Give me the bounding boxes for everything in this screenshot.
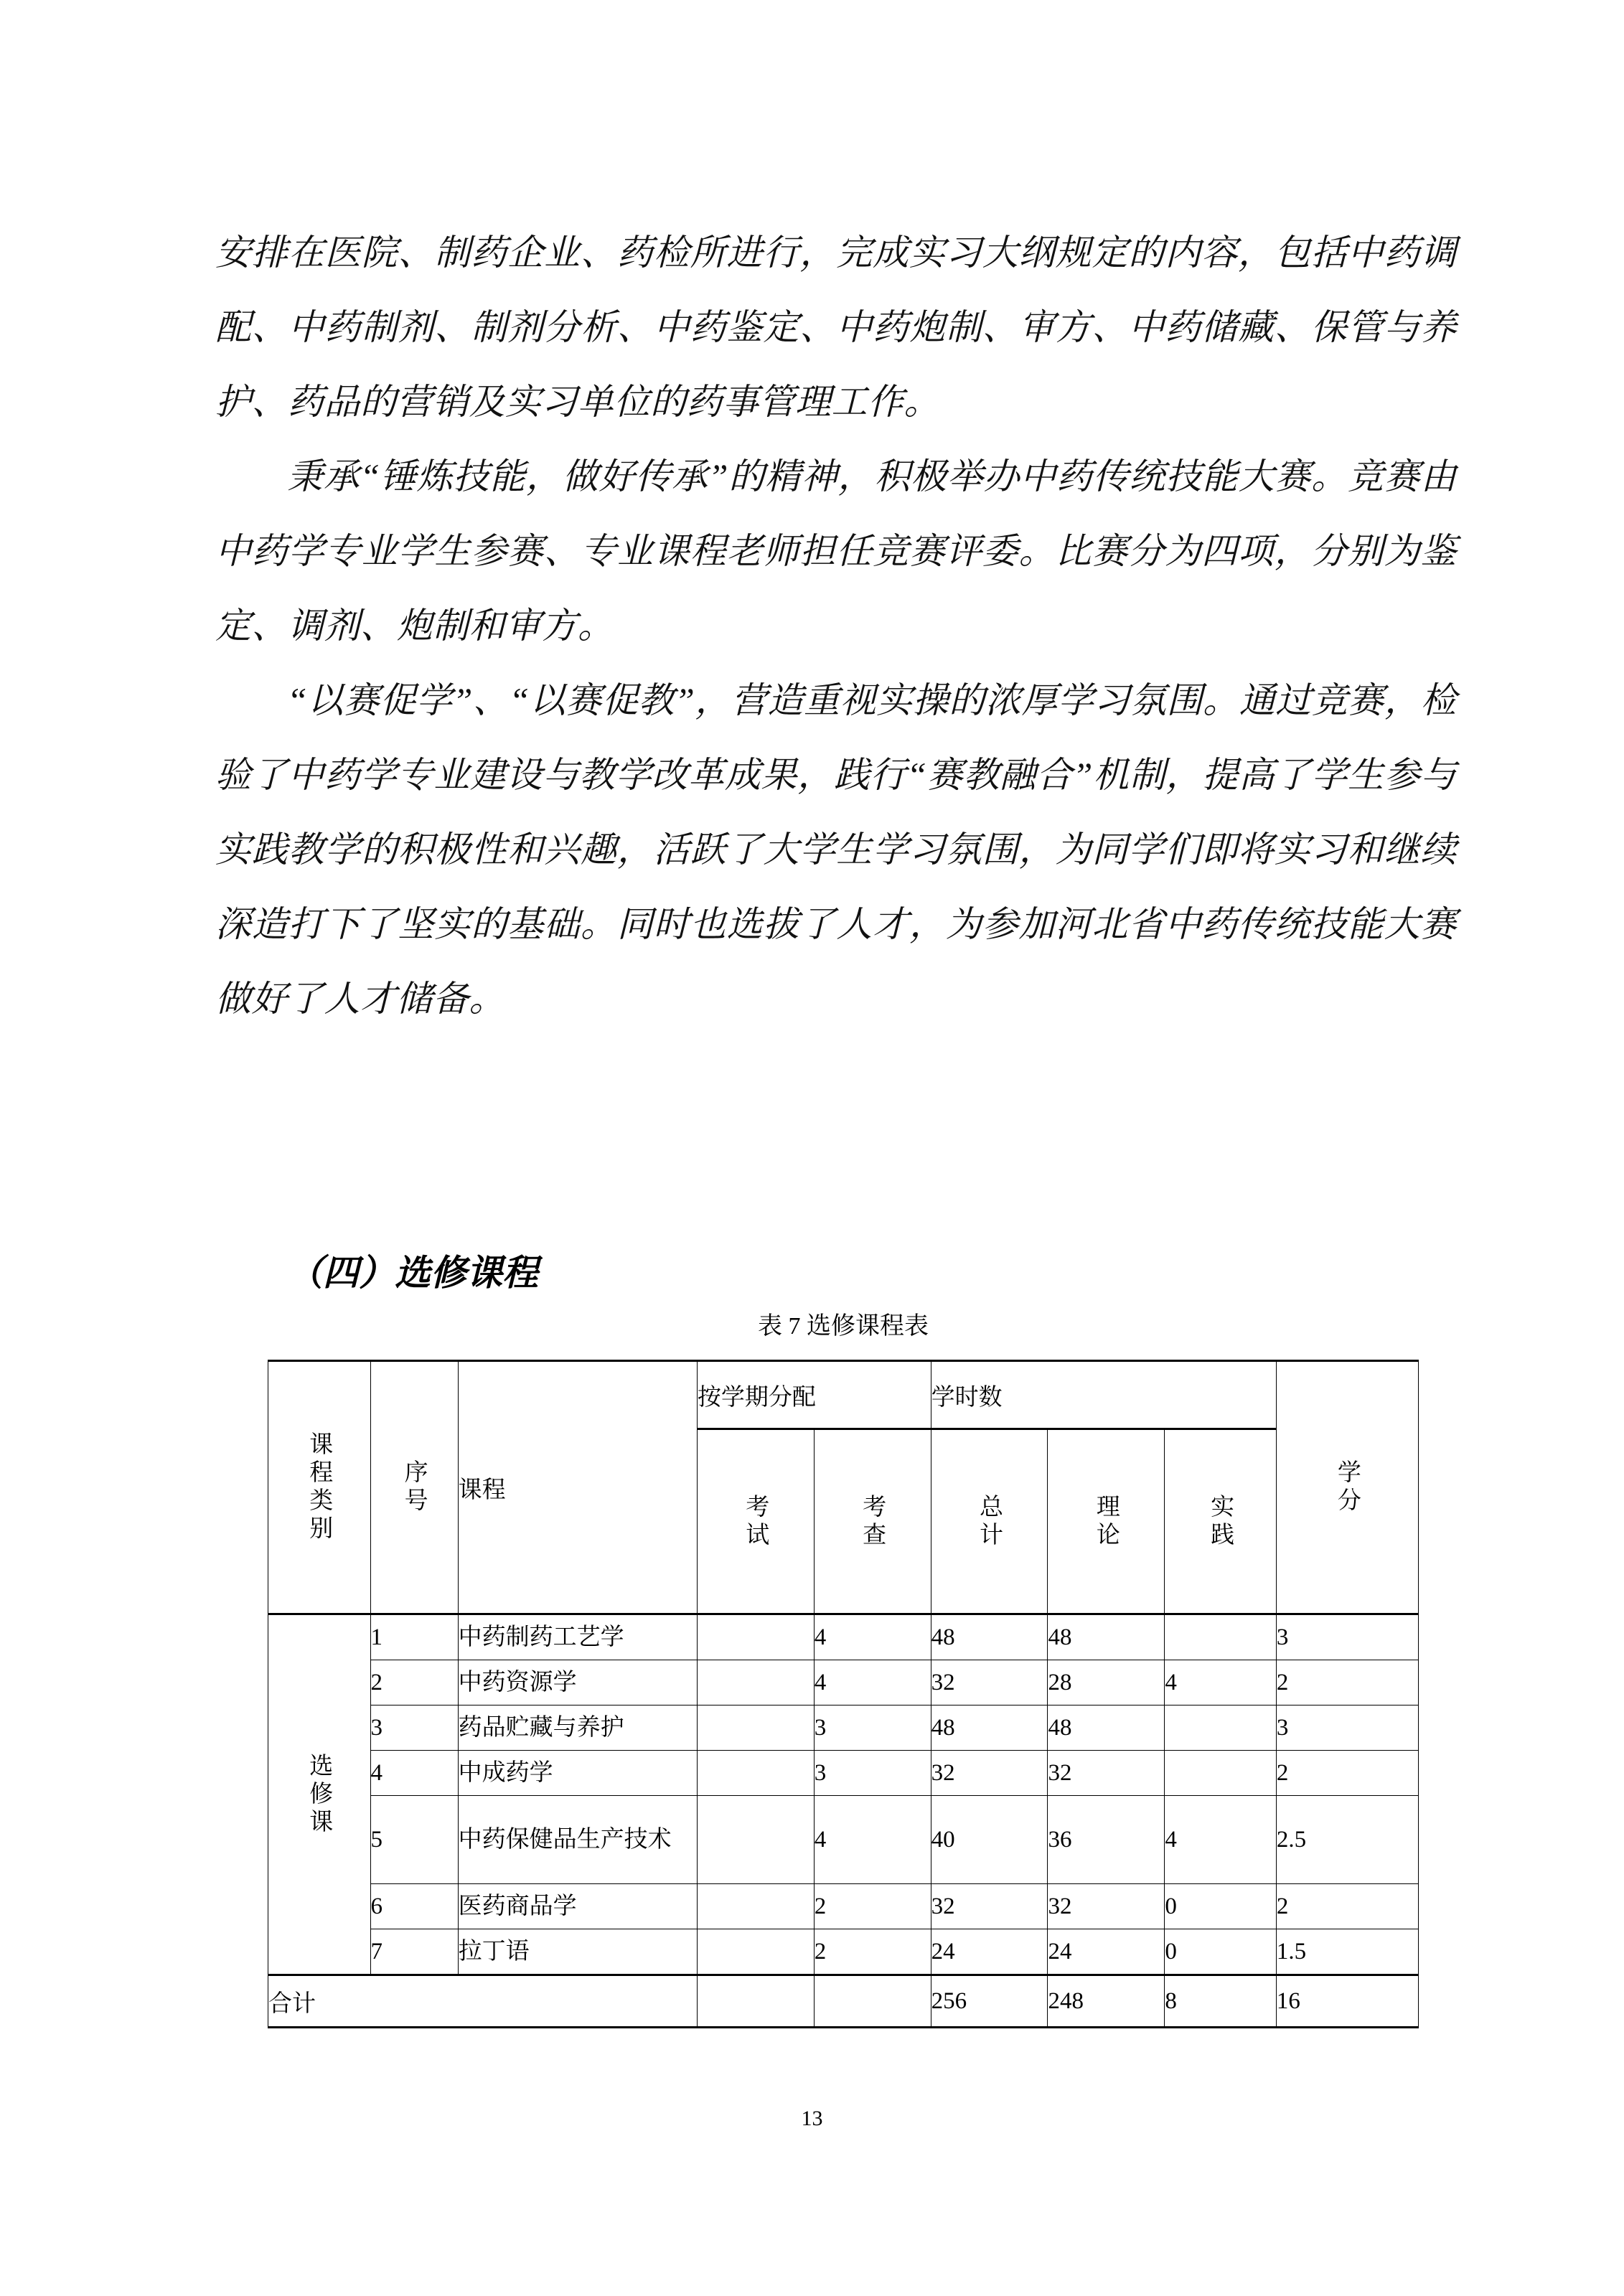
table-row	[268, 1796, 1419, 1884]
table-row	[268, 1705, 1419, 1751]
cell-index: 6	[370, 1884, 458, 1929]
cell-exam	[697, 1929, 814, 1975]
cell-exam	[697, 1614, 814, 1660]
cell-total-credits: 16	[1276, 1975, 1418, 2028]
cell-course: 中药保健品生产技术	[458, 1796, 697, 1884]
cell-index: 3	[370, 1705, 458, 1751]
cell-category-elective	[268, 1614, 371, 1975]
cell-course: 中药制药工艺学	[458, 1614, 697, 1660]
header-cell-credits	[1276, 1361, 1418, 1614]
cell-practice	[1165, 1614, 1277, 1660]
header-cell-total	[931, 1429, 1048, 1614]
cell-index: 5	[370, 1796, 458, 1884]
category-label-elective: 选修课	[306, 1752, 332, 1837]
cell-exam	[697, 1796, 814, 1884]
header-label-category: 课程类别	[306, 1431, 332, 1543]
header-cell-category	[268, 1361, 371, 1614]
cell-total: 32	[931, 1660, 1048, 1705]
paragraph-1: 安排在医院、制药企业、药检所进行，完成实习大纲规定的内容，包括中药调配、中药制剂、制剂分析、中药鉴定、中药炮制、审方、中药储藏、保管与养护、药品的营销及实习单位的药事管理工作。	[215, 232, 1457, 422]
cell-practice: 4	[1165, 1796, 1277, 1884]
cell-practice	[1165, 1705, 1277, 1751]
header-cell-index	[370, 1361, 458, 1614]
cell-total: 32	[931, 1884, 1048, 1929]
header-label-exam: 考试	[742, 1493, 769, 1550]
cell-course: 拉丁语	[458, 1929, 697, 1975]
header-cell-theory	[1048, 1429, 1165, 1614]
cell-total-label: 合计	[268, 1975, 698, 2028]
header-label-hours-group: 学时数	[931, 1384, 1003, 1411]
paragraph-3: “以赛促学”、“以赛促教”，营造重视实操的浓厚学习氛围。通过竞赛，检验了中药学专业建设与教学改革成果，践行“赛教融合”机制，提高了学生参与实践教学的积极性和兴趣，活跃了大学生学习氛围，为同学们即将实习和继续深造打下了坚实的基础。同时也选拔了人才，为参加河北省中药传统技能大赛做好了人才储备。	[215, 680, 1457, 1019]
cell-credits: 3	[1276, 1614, 1418, 1660]
cell-credits: 2	[1276, 1660, 1418, 1705]
cell-course: 中成药学	[458, 1751, 697, 1796]
page-number: 13	[801, 2107, 823, 2130]
header-label-semester-group: 按学期分配	[697, 1384, 816, 1411]
cell-index: 4	[370, 1751, 458, 1796]
cell-theory: 48	[1048, 1705, 1165, 1751]
table-caption: 表 7 选修课程表	[758, 1313, 929, 1340]
cell-credits: 3	[1276, 1705, 1418, 1751]
header-label-course: 课程	[458, 1477, 506, 1503]
table-row	[268, 1751, 1419, 1796]
header-label-practice: 实践	[1207, 1493, 1234, 1550]
header-cell-practice	[1165, 1429, 1277, 1614]
cell-check: 2	[814, 1884, 931, 1929]
header-label-index: 序号	[400, 1459, 427, 1515]
cell-check: 4	[814, 1614, 931, 1660]
cell-credits: 2.5	[1276, 1796, 1418, 1884]
cell-index: 2	[370, 1660, 458, 1705]
cell-theory: 32	[1048, 1884, 1165, 1929]
table-row	[268, 1884, 1419, 1929]
cell-total-check	[814, 1975, 931, 2028]
cell-exam	[697, 1705, 814, 1751]
cell-course: 医药商品学	[458, 1884, 697, 1929]
cell-check: 3	[814, 1705, 931, 1751]
cell-total-total: 256	[931, 1975, 1048, 2028]
table-row	[268, 1660, 1419, 1705]
cell-practice	[1165, 1751, 1277, 1796]
cell-credits: 2	[1276, 1884, 1418, 1929]
cell-exam	[697, 1884, 814, 1929]
header-cell-check	[814, 1429, 931, 1614]
cell-index: 7	[370, 1929, 458, 1975]
table-row	[268, 1614, 1419, 1660]
cell-check: 3	[814, 1751, 931, 1796]
elective-courses-table	[268, 1360, 1419, 2028]
cell-credits: 2	[1276, 1751, 1418, 1796]
cell-exam	[697, 1751, 814, 1796]
cell-theory: 48	[1048, 1614, 1165, 1660]
cell-practice: 0	[1165, 1929, 1277, 1975]
header-cell-semester-group	[697, 1361, 931, 1429]
header-label-credits: 学分	[1333, 1459, 1360, 1515]
cell-theory: 28	[1048, 1660, 1165, 1705]
header-label-check: 考查	[859, 1493, 886, 1550]
cell-course: 药品贮藏与养护	[458, 1705, 697, 1751]
cell-total-theory: 248	[1048, 1975, 1165, 2028]
cell-practice: 0	[1165, 1884, 1277, 1929]
table-header-row-1	[268, 1361, 1419, 1429]
cell-check: 2	[814, 1929, 931, 1975]
table-total-row	[268, 1975, 1419, 2028]
cell-course: 中药资源学	[458, 1660, 697, 1705]
cell-total: 32	[931, 1751, 1048, 1796]
cell-total: 48	[931, 1614, 1048, 1660]
cell-practice: 4	[1165, 1660, 1277, 1705]
cell-total-exam	[697, 1975, 814, 2028]
header-label-total: 总计	[976, 1493, 1003, 1550]
cell-theory: 24	[1048, 1929, 1165, 1975]
header-cell-course	[458, 1361, 697, 1614]
header-cell-exam	[697, 1429, 814, 1614]
cell-credits: 1.5	[1276, 1929, 1418, 1975]
body-text-block	[215, 215, 1457, 1036]
cell-theory: 32	[1048, 1751, 1165, 1796]
cell-check: 4	[814, 1796, 931, 1884]
cell-theory: 36	[1048, 1796, 1165, 1884]
header-cell-hours-group	[931, 1361, 1276, 1429]
cell-total: 40	[931, 1796, 1048, 1884]
cell-total: 24	[931, 1929, 1048, 1975]
cell-check: 4	[814, 1660, 931, 1705]
cell-total-practice: 8	[1165, 1975, 1277, 2028]
cell-index: 1	[370, 1614, 458, 1660]
cell-exam	[697, 1660, 814, 1705]
cell-total: 48	[931, 1705, 1048, 1751]
section-heading-elective-courses: （四）选修课程	[287, 1253, 538, 1293]
table-row	[268, 1929, 1419, 1975]
paragraph-2: 秉承“锤炼技能，做好传承”的精神，积极举办中药传统技能大赛。竞赛由中药学专业学生参赛、专业课程老师担任竞赛评委。比赛分为四项，分别为鉴定、调剂、炮制和审方。	[215, 456, 1457, 646]
header-label-theory: 理论	[1092, 1493, 1119, 1550]
